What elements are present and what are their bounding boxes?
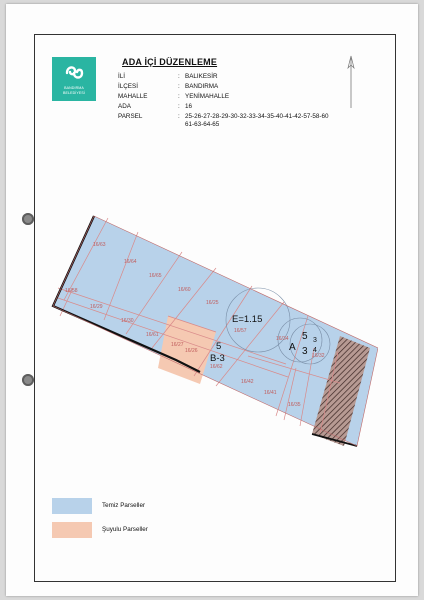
parcel-label: 16/32 xyxy=(312,353,325,359)
a-floors-bottom-label: 3 xyxy=(302,346,308,357)
info-value: BALIKESİR xyxy=(185,73,218,80)
info-row-district: İLÇESİ : BANDIRMA xyxy=(118,82,346,92)
logo-line1: BANDIRMA xyxy=(64,86,84,90)
parcel-info-table xyxy=(118,72,346,131)
parcel-numbers-line2: 61-63-64-65 xyxy=(185,121,220,128)
info-row-parcel: PARSEL : 25-26-27-28-29-30-32-33-34-35-40-41-42-57-58-60 61-63-64-65 xyxy=(118,112,346,131)
north-arrow-icon xyxy=(346,54,356,110)
parcel-label: 16/64 xyxy=(124,259,137,265)
legend-label-shared: Şuyulu Parseller xyxy=(102,526,148,533)
parcel-label: 16/26 xyxy=(185,348,198,354)
legend-label-clean: Temiz Parseller xyxy=(102,502,146,509)
info-label: ADA xyxy=(118,103,131,110)
parcel-label: 16/42 xyxy=(241,379,254,385)
b-floors-label: 5 xyxy=(216,341,222,352)
info-label: İLÇESİ xyxy=(118,83,138,90)
info-value: BANDIRMA xyxy=(185,83,219,90)
parcel-label: 16/25 xyxy=(206,300,219,306)
info-label: MAHALLE xyxy=(118,93,148,100)
info-label: PARSEL xyxy=(118,113,143,120)
info-row-neighborhood: MAHALLE : YENİMAHALLE xyxy=(118,92,346,102)
page-title: ADA İÇİ DÜZENLEME xyxy=(122,57,218,67)
info-label: İLİ xyxy=(118,73,126,80)
parcel-label: 16/63 xyxy=(93,242,106,248)
parcel-label: 16/34 xyxy=(276,336,289,342)
parcel-numbers-line1: 25-26-27-28-29-30-32-33-34-35-40-41-42-57-58-60 xyxy=(185,113,329,120)
info-value: 16 xyxy=(185,103,193,110)
parcel-label: 16/62 xyxy=(210,364,223,370)
parcel-label: 16/57 xyxy=(234,328,247,334)
parcel-label: 16/35 xyxy=(288,402,301,408)
parcel-label: 16/60 xyxy=(178,287,191,293)
legend-swatch-clean xyxy=(52,498,92,514)
block-plan-map xyxy=(48,208,378,458)
binder-hole-bottom xyxy=(22,374,34,386)
parcel-label: 16/41 xyxy=(264,390,277,396)
a-small-top-label: 3 xyxy=(313,337,317,344)
logo-line2: BELEDİYESİ xyxy=(63,90,85,95)
a-small-bottom-label: 4 xyxy=(313,347,317,354)
info-row-block: ADA : 16 xyxy=(118,102,346,112)
parcel-label: 16/30 xyxy=(121,318,134,324)
info-value: YENİMAHALLE xyxy=(185,93,230,100)
legend-swatch-shared xyxy=(52,522,92,538)
binder-hole-top xyxy=(22,213,34,225)
info-value xyxy=(185,113,346,131)
a-class-label: A xyxy=(289,342,296,353)
parcel-label: 16/65 xyxy=(149,273,162,279)
parcel-label: 16/29 xyxy=(90,304,103,310)
a-floors-top-label: 5 xyxy=(302,331,308,342)
parcel-label: 16/61 xyxy=(146,332,159,338)
b-class-label: B-3 xyxy=(210,353,225,364)
parcel-label: 16/27 xyxy=(171,342,184,348)
parcel-label: 16/58 xyxy=(65,288,78,294)
density-label: E=1.15 xyxy=(232,314,263,325)
logo-emblem-icon xyxy=(62,63,86,83)
info-row-province: İLİ : BALIKESİR xyxy=(118,72,346,82)
municipality-logo xyxy=(52,57,96,101)
